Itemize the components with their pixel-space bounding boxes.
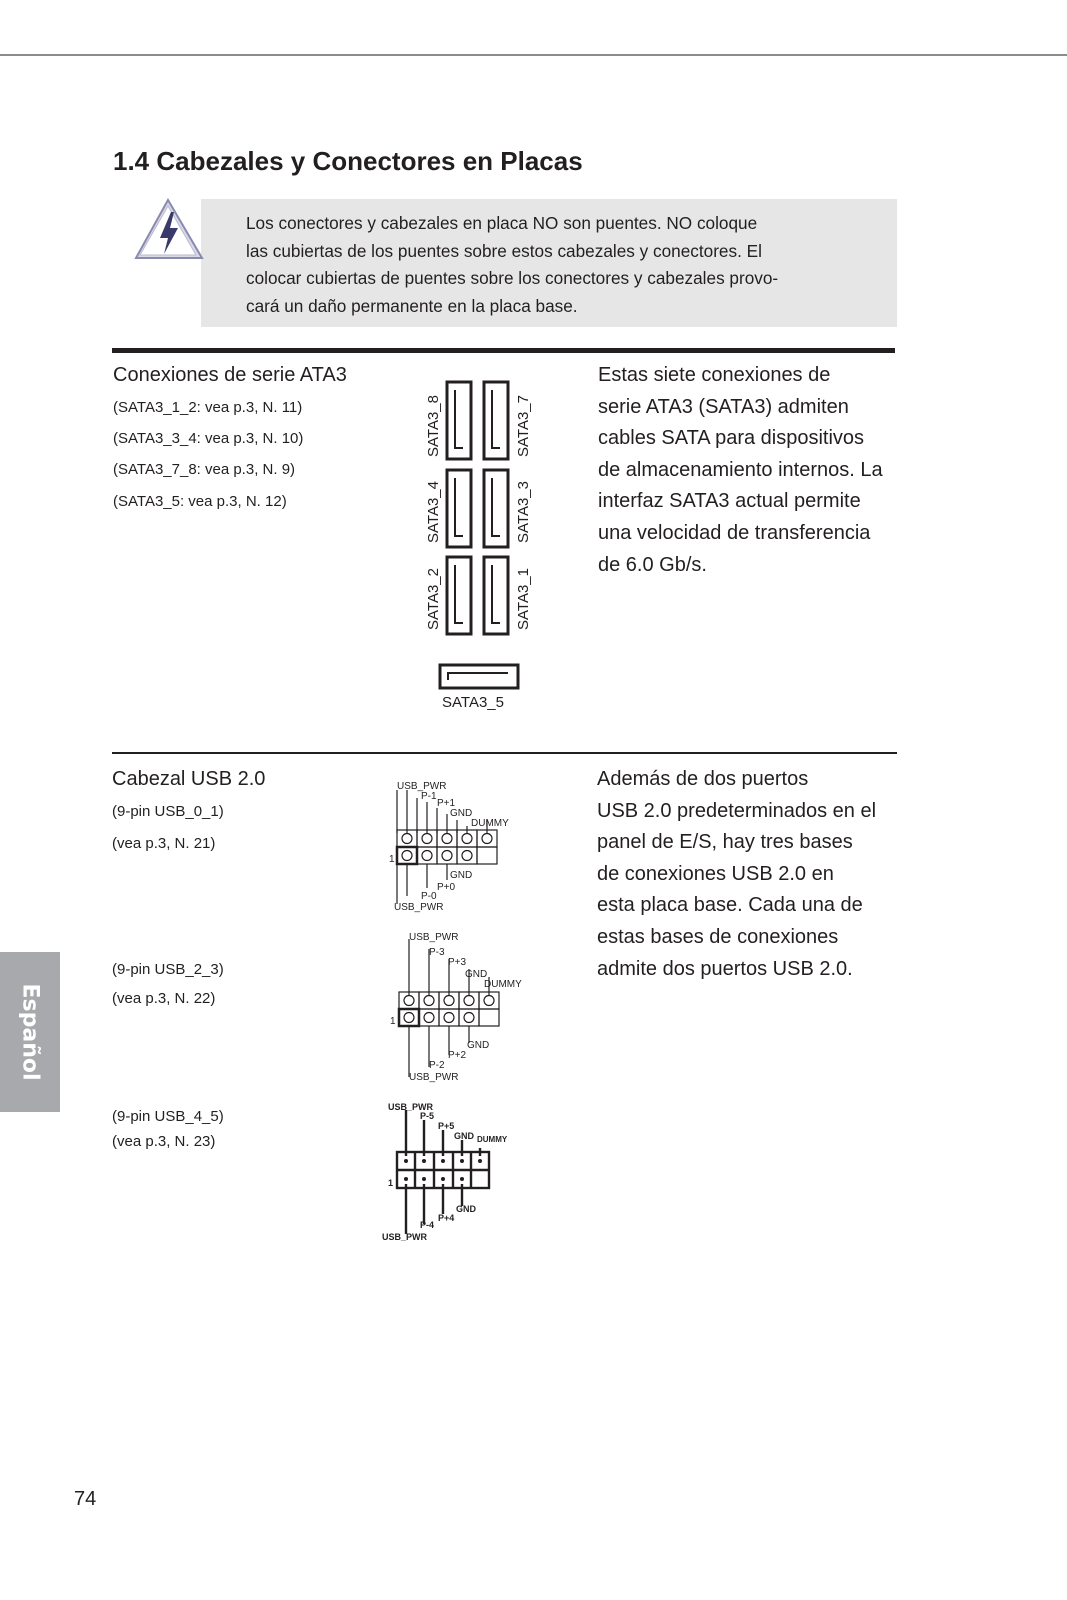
sata3-1-label: SATA3_1 (515, 568, 532, 630)
sata3-4-connector (447, 470, 471, 547)
p-minus-label: P-0 (421, 891, 437, 902)
usb-desc-line: admite dos puertos USB 2.0. (597, 957, 853, 980)
p-minus-label: P-4 (420, 1220, 435, 1230)
p-minus-label: P-3 (429, 947, 445, 958)
sata-desc-line: interfaz SATA3 actual permite (598, 490, 861, 513)
gnd-label: GND (456, 1204, 476, 1214)
usb-header2-ref: (vea p.3, N. 22) (112, 990, 216, 1007)
sata-title: Conexiones de serie ATA3 (113, 364, 347, 386)
usb-desc-line: esta placa base. Cada una de (597, 894, 863, 917)
usb-title: Cabezal USB 2.0 (112, 768, 266, 790)
sata3-2-connector (447, 557, 471, 634)
sata3-3-connector (484, 470, 508, 547)
pin1-label: 1 (389, 854, 395, 865)
usb-desc-line: panel de E/S, hay tres bases (597, 831, 853, 854)
top-rule (0, 54, 1067, 56)
pin1-label: 1 (390, 1016, 396, 1027)
usb-desc-line: Además de dos puertos (597, 768, 809, 790)
sata-desc-line: una velocidad de transferencia (598, 521, 871, 544)
usb-header2-pins: (9-pin USB_2_3) (112, 961, 224, 978)
p-plus-label: P+5 (438, 1121, 455, 1131)
p-plus-label: P+2 (448, 1050, 467, 1061)
gnd-label: GND (465, 969, 488, 980)
warning-line: Los conectores y cabezales en placa NO son puentes. NO coloque (246, 213, 758, 233)
usb-pwr-label: USB_PWR (388, 1102, 434, 1112)
usb-header3-ref: (vea p.3, N. 23) (112, 1133, 216, 1150)
section-rule-thick (112, 348, 895, 353)
language-tab-label: Español (17, 983, 43, 1081)
p-plus-label: P+0 (437, 882, 456, 893)
p-plus-label: P+1 (437, 798, 456, 809)
usb-description (597, 764, 907, 985)
usb-header1-ref: (vea p.3, N. 21) (112, 835, 216, 852)
warning-text (246, 210, 822, 320)
usb-desc-line: USB 2.0 predeterminados en el (597, 799, 877, 822)
sata-ref: (SATA3_3_4: vea p.3, N. 10) (113, 430, 304, 447)
warning-triangle-icon (134, 198, 204, 264)
sata3-1-connector (484, 557, 508, 634)
usb-desc-line: de conexiones USB 2.0 en (597, 862, 834, 885)
dummy-label: DUMMY (484, 979, 522, 990)
warning-line: colocar cubiertas de puentes sobre los conectores y cabezales provo- (246, 268, 779, 288)
usb-pwr-label: USB_PWR (409, 1072, 459, 1083)
p-minus-label: P-2 (429, 1060, 445, 1071)
dummy-label: DUMMY (477, 1135, 508, 1144)
p-plus-label: P+4 (438, 1213, 455, 1223)
p-minus-label: P-1 (421, 791, 437, 802)
sata3-4-label: SATA3_4 (425, 481, 442, 543)
warning-line: cará un daño permanente en la placa base. (246, 295, 578, 316)
sata-ref: (SATA3_7_8: vea p.3, N. 9) (113, 461, 296, 478)
warning-line: las cubiertas de los puentes sobre estos cabezales y conectores. El (246, 240, 762, 261)
usb-header3-pins: (9-pin USB_4_5) (112, 1108, 224, 1125)
sata3-3-label: SATA3_3 (515, 481, 532, 543)
usb-header1-diagram (385, 776, 535, 916)
usb-pwr-label: USB_PWR (409, 932, 459, 943)
page-number: 74 (74, 1488, 97, 1510)
usb-header3-diagram (380, 1098, 530, 1248)
usb-pwr-label: USB_PWR (382, 1232, 428, 1242)
gnd-label: GND (467, 1040, 490, 1051)
usb-pwr-label: USB_PWR (397, 781, 447, 792)
p-minus-label: P-5 (420, 1111, 435, 1121)
sata3-8-label: SATA3_8 (425, 395, 442, 457)
sata3-7-connector (484, 382, 508, 459)
section-rule-thin (112, 752, 897, 754)
dummy-label: DUMMY (471, 818, 509, 829)
sata-ref: (SATA3_1_2: vea p.3, N. 11) (113, 399, 303, 416)
sata-desc-line: de 6.0 Gb/s. (598, 553, 707, 576)
gnd-label: GND (450, 808, 473, 819)
gnd-label: GND (454, 1131, 474, 1141)
sata3-5-connector (440, 665, 518, 688)
sata-desc-line: cables SATA para dispositivos (598, 427, 865, 450)
sata-desc-line: Estas siete conexiones de (598, 364, 831, 386)
sata-desc-line: serie ATA3 (SATA3) admiten (598, 395, 849, 418)
sata3-8-connector (447, 382, 471, 459)
sata3-5-label: SATA3_5 (442, 694, 504, 711)
sata-ref: (SATA3_5: vea p.3, N. 12) (113, 493, 287, 510)
sata3-7-label: SATA3_7 (515, 395, 532, 457)
usb-header2-diagram (385, 927, 535, 1087)
sata3-2-label: SATA3_2 (425, 568, 442, 630)
sata-description (598, 360, 908, 581)
gnd-label: GND (450, 870, 473, 881)
section-title: 1.4 Cabezales y Conectores en Placas (113, 146, 583, 176)
sata-desc-line: de almacenamiento internos. La (598, 458, 883, 481)
pin1-label: 1 (388, 1178, 394, 1188)
usb-header1-pins: (9-pin USB_0_1) (112, 803, 224, 820)
usb-pwr-label: USB_PWR (394, 902, 444, 913)
usb-desc-line: estas bases de conexiones (597, 925, 839, 948)
sata-connector-diagram (410, 375, 540, 720)
p-plus-label: P+3 (448, 957, 467, 968)
